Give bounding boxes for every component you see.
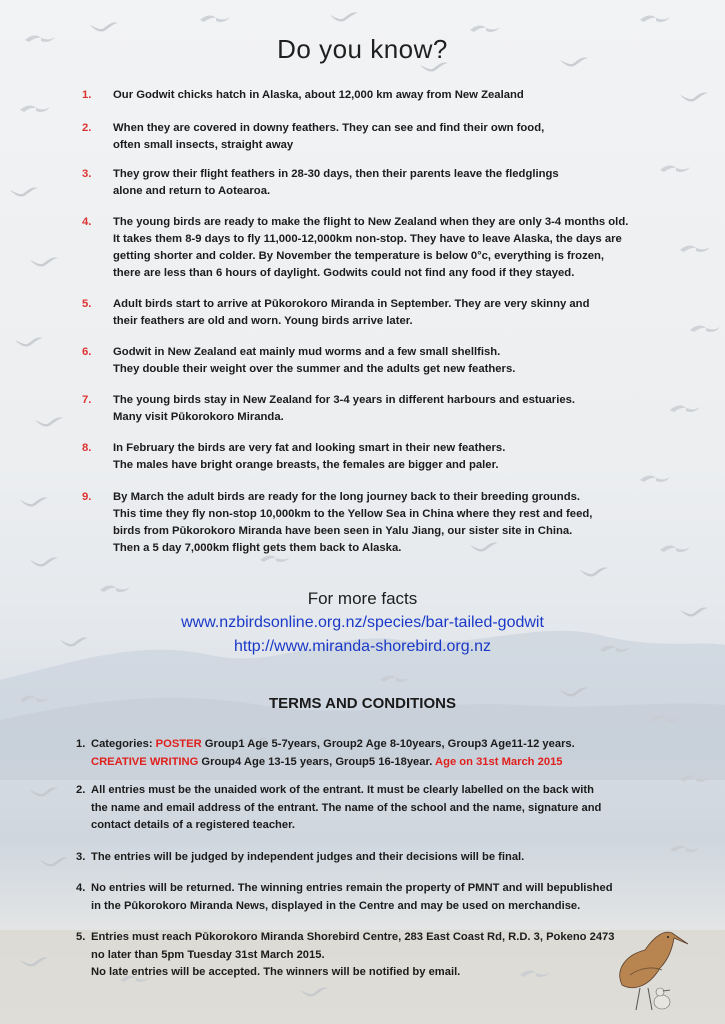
term-line: contact details of a registered teacher.: [91, 819, 295, 831]
creative-writing-category-label: CREATIVE WRITING: [91, 755, 199, 768]
fact-number: 7.: [82, 394, 92, 406]
term-fragment: Group1 Age 5-7years, Group2 Age 8-10years, Group3 Age11-12 years.: [201, 738, 575, 750]
term-line: [91, 754, 681, 772]
term-line: The entries will be judged by independent judges and their decisions will be final.: [91, 851, 525, 863]
fact-number: 3.: [82, 168, 92, 180]
nzbirdsonline-link[interactable]: www.nzbirdsonline.org.nz/species/bar-tailed-godwit: [181, 614, 544, 631]
term-line: in the Pūkorokoro Miranda News, displayed in the Centre and may be used on merchandise.: [91, 899, 581, 912]
fact-number: 1.: [82, 89, 92, 101]
fact-text: Our Godwit chicks hatch in Alaska, about 12,000 km away from New Zealand: [113, 89, 524, 101]
fact-number: 5.: [82, 298, 92, 310]
fact-number: 9.: [82, 491, 92, 503]
term-text: [91, 736, 681, 771]
term-text: [91, 849, 681, 867]
term-number: 1.: [76, 738, 86, 750]
term-text: [91, 782, 681, 835]
more-facts-heading: For more facts: [307, 589, 418, 608]
term-number: 3.: [76, 851, 86, 863]
term-fragment: Group4 Age 13-15 years, Group5 16-18year.: [198, 755, 436, 768]
fact-text: By March the adult birds are ready for the long journey back to their breeding grounds. This time they fly non-stop 10,000km to the Yellow Sea in China where they rest and feed, birds from Pūkorokoro Miranda have been seen in Yalu Jiang, our sister site in China. Then a 5 day 7,000km flight gets them back to Alaska.: [113, 491, 593, 554]
fact-text: When they are covered in downy feathers. They can see and find their own food, often small insects, straight away: [113, 122, 545, 151]
term-line: No entries will be returned. The winning entries remain the property of PMNT and will bepublished: [91, 882, 613, 894]
term-line: no later than 5pm Tuesday 31st March 2015.: [91, 948, 325, 961]
term-text: [91, 929, 681, 982]
poster-category-label: POSTER: [155, 738, 202, 750]
fact-text: Godwit in New Zealand eat mainly mud worms and a few small shellfish. They double their weight over the summer and the adults get new feathers.: [113, 346, 516, 375]
term-number: 5.: [76, 931, 86, 943]
fact-number: 8.: [82, 442, 92, 454]
term-line: All entries must be the unaided work of the entrant. It must be clearly labelled on the back with: [91, 784, 594, 796]
fact-number: 6.: [82, 346, 92, 358]
fact-text: The young birds stay in New Zealand for 3-4 years in different harbours and estuaries. Many visit Pūkorokoro Miranda.: [113, 394, 576, 423]
fact-number: 2.: [82, 122, 92, 134]
age-date-note: Age on 31st March 2015: [435, 755, 563, 768]
term-line: No late entries will be accepted. The winners will be notified by email.: [91, 966, 461, 978]
term-line: Entries must reach Pūkorokoro Miranda Shorebird Centre, 283 East Coast Rd, R.D. 3, Pokeno 2473: [91, 931, 615, 943]
fact-text: Adult birds start to arrive at Pūkorokoro Miranda in September. They are very skinny and their feathers are old and worn. Young birds arrive later.: [113, 298, 590, 327]
term-fragment: Categories:: [91, 738, 156, 750]
term-line: [91, 736, 681, 754]
fact-number: 4.: [82, 216, 92, 228]
fact-text: They grow their flight feathers in 28-30 days, then their parents leave the fledglings alone and return to Aotearoa.: [113, 168, 559, 197]
term-number: 2.: [76, 784, 86, 796]
term-text: [91, 880, 681, 915]
miranda-shorebird-link[interactable]: http://www.miranda-shorebird.org.nz: [234, 638, 491, 655]
term-line: the name and email address of the entrant. The name of the school and the name, signature and: [91, 801, 602, 814]
term-number: 4.: [76, 882, 86, 894]
terms-heading: TERMS AND CONDITIONS: [269, 695, 456, 712]
page-title: Do you know?: [277, 34, 448, 64]
fact-text: The young birds are ready to make the flight to New Zealand when they are only 3-4 months old. It takes them 8-9 days to fly 11,000-12,000km non-stop. They have to leave Alaska, the days are getting shorter and colder. By November the temperature is below 0°c, everything is frozen, there are less than 6 hours of daylight. Godwits could not find any food if they stayed.: [113, 216, 629, 279]
fact-text: In February the birds are very fat and looking smart in their new feathers. The males have bright orange breasts, the females are bigger and paler.: [113, 442, 506, 471]
